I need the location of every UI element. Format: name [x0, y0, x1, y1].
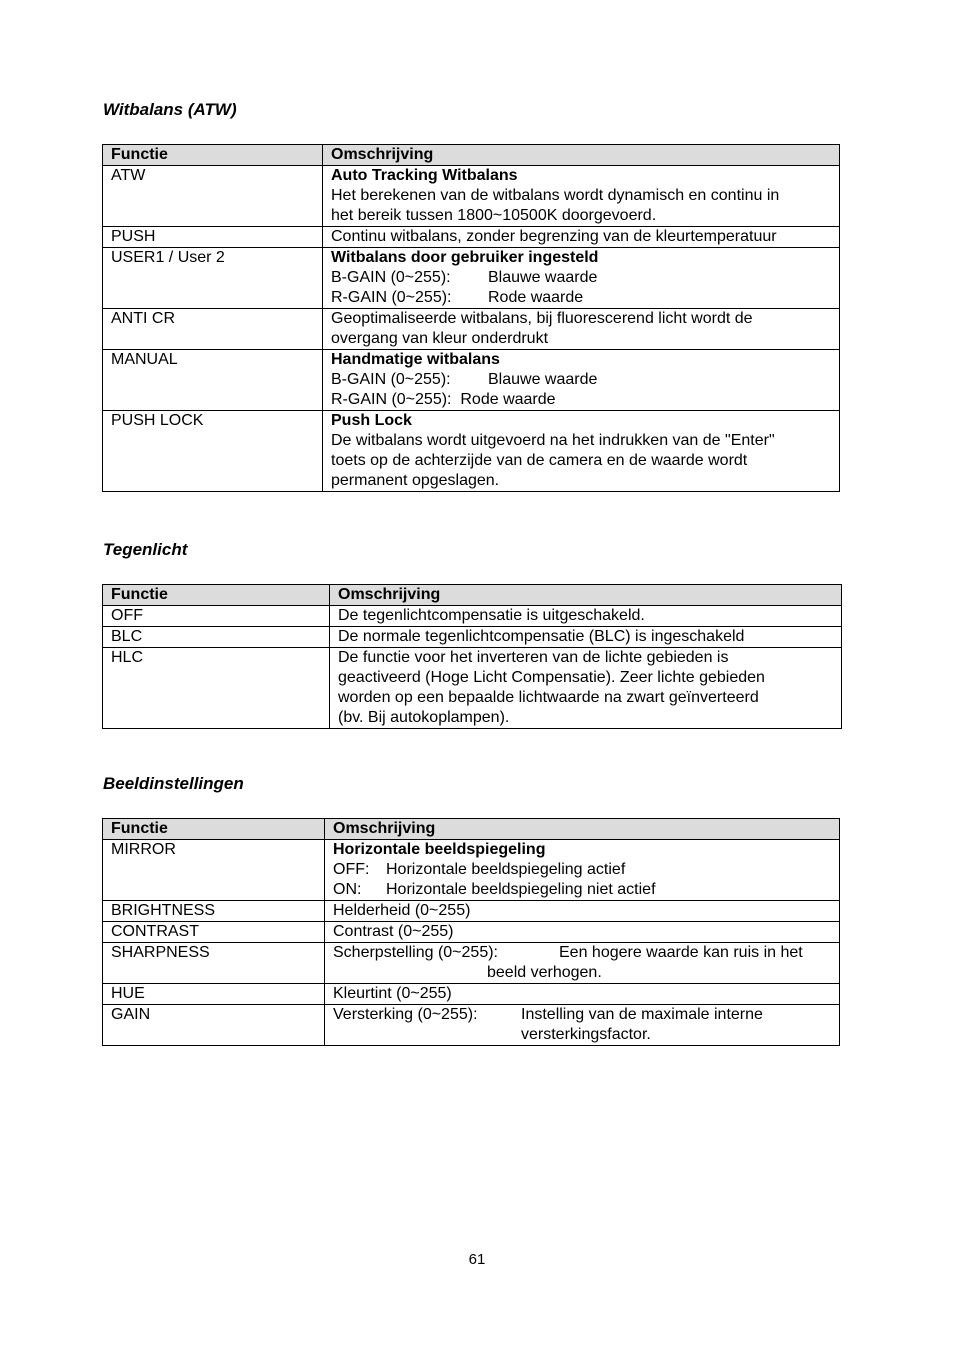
table-row-hlc	[103, 648, 842, 729]
table-row-brightness	[103, 901, 840, 922]
mirror-off-label: OFF:	[333, 861, 370, 878]
omschrijving-cell	[330, 606, 842, 627]
functie-cell: PUSH LOCK	[103, 411, 323, 492]
functie-cell: OFF	[103, 606, 330, 627]
section-title-witbalans: Witbalans (ATW)	[103, 100, 237, 119]
description-line: De functie voor het inverteren van de lichte gebieden is	[338, 649, 729, 666]
witbalans-table	[102, 144, 840, 492]
table-row-off	[103, 606, 842, 627]
table-row-anticr	[103, 309, 840, 350]
sharpness-value: Een hogere waarde kan ruis in het beeld verhogen.	[487, 944, 803, 981]
omschrijving-cell	[325, 901, 840, 922]
description-line: Contrast (0~255)	[333, 923, 454, 940]
description-line: worden op een bepaalde lichtwaarde na zwart geïnverteerd	[338, 689, 759, 706]
header-functie: Functie	[103, 145, 323, 166]
omschrijving-cell	[330, 627, 842, 648]
table-row-blc	[103, 627, 842, 648]
description-line: geactiveerd (Hoge Licht Compensatie). Zeer lichte gebieden	[338, 669, 765, 686]
mirror-on-line	[333, 880, 831, 900]
description-line: Continu witbalans, zonder begrenzing van de kleurtemperatuur	[331, 228, 777, 245]
table-row-hue	[103, 984, 840, 1005]
section-title-tegenlicht: Tegenlicht	[103, 540, 188, 559]
omschrijving-cell	[323, 248, 840, 309]
omschrijving-cell	[325, 1005, 840, 1046]
row-heading: Witbalans door gebruiker ingesteld	[331, 249, 599, 266]
omschrijving-cell	[325, 984, 840, 1005]
table-row-gain	[103, 1005, 840, 1046]
description-line: toets op de achterzijde van de camera en de waarde wordt	[331, 452, 748, 469]
omschrijving-cell	[330, 648, 842, 729]
description-line: Het berekenen van de witbalans wordt dynamisch en continu in	[331, 187, 780, 204]
functie-cell: USER1 / User 2	[103, 248, 323, 309]
page-number: 61	[468, 1251, 486, 1268]
functie-cell: ANTI CR	[103, 309, 323, 350]
row-heading: Handmatige witbalans	[331, 351, 500, 368]
omschrijving-cell	[325, 922, 840, 943]
description-line: Kleurtint (0~255)	[333, 985, 452, 1002]
description-line: De witbalans wordt uitgevoerd na het indrukken van de "Enter"	[331, 432, 775, 449]
description-line: (bv. Bij autokoplampen).	[338, 709, 510, 726]
mirror-on-label: ON:	[333, 881, 362, 898]
table-header-row	[103, 145, 840, 166]
gain-value: Instelling van de maximale interne versterkingsfactor.	[521, 1006, 763, 1043]
header-functie: Functie	[103, 585, 330, 606]
description-line: permanent opgeslagen.	[331, 472, 500, 489]
omschrijving-cell	[325, 840, 840, 901]
table-row-mirror	[103, 840, 840, 901]
header-omschrijving: Omschrijving	[323, 145, 840, 166]
table-row-sharpness	[103, 943, 840, 984]
rgain-label: R-GAIN (0~255):	[331, 289, 452, 306]
bgain-line	[331, 268, 831, 288]
omschrijving-cell	[323, 227, 840, 248]
omschrijving-cell	[323, 350, 840, 411]
functie-cell: ATW	[103, 166, 323, 227]
row-heading: Auto Tracking Witbalans	[331, 167, 518, 184]
mirror-off-value: Horizontale beeldspiegeling actief	[386, 861, 626, 878]
functie-cell: MIRROR	[103, 840, 325, 901]
gain-label: Versterking (0~255):	[333, 1006, 478, 1023]
omschrijving-cell	[325, 943, 840, 984]
bgain-line	[331, 370, 831, 390]
functie-cell: HLC	[103, 648, 330, 729]
table-header-row	[103, 585, 842, 606]
mirror-on-value: Horizontale beeldspiegeling niet actief	[386, 881, 656, 898]
table-row-user	[103, 248, 840, 309]
omschrijving-cell	[323, 309, 840, 350]
beeldinstellingen-table	[102, 818, 840, 1046]
table-row-push	[103, 227, 840, 248]
mirror-off-line	[333, 860, 831, 880]
functie-cell: PUSH	[103, 227, 323, 248]
table-row-atw	[103, 166, 840, 227]
rgain-line	[331, 288, 831, 308]
description-line: De normale tegenlichtcompensatie (BLC) is ingeschakeld	[338, 628, 745, 645]
tegenlicht-table	[102, 584, 842, 729]
table-row-pushlock	[103, 411, 840, 492]
gain-line	[333, 1005, 831, 1045]
table-header-row	[103, 819, 840, 840]
rgain-value: Rode waarde	[488, 289, 584, 306]
description-line: overgang van kleur onderdrukt	[331, 330, 549, 347]
functie-cell: HUE	[103, 984, 325, 1005]
row-heading: Horizontale beeldspiegeling	[333, 841, 546, 858]
row-heading: Push Lock	[331, 412, 412, 429]
header-omschrijving: Omschrijving	[330, 585, 842, 606]
omschrijving-cell	[323, 411, 840, 492]
table-row-manual	[103, 350, 840, 411]
functie-cell: CONTRAST	[103, 922, 325, 943]
functie-cell: MANUAL	[103, 350, 323, 411]
description-line: De tegenlichtcompensatie is uitgeschakeld.	[338, 607, 645, 624]
bgain-label: B-GAIN (0~255):	[331, 371, 451, 388]
sharpness-line	[333, 943, 831, 983]
section-title-beeldinstellingen: Beeldinstellingen	[103, 774, 244, 793]
description-line: Helderheid (0~255)	[333, 902, 471, 919]
functie-cell: SHARPNESS	[103, 943, 325, 984]
description-line: Geoptimaliseerde witbalans, bij fluorescerend licht wordt de	[331, 310, 753, 327]
functie-cell: GAIN	[103, 1005, 325, 1046]
bgain-value: Blauwe waarde	[488, 371, 598, 388]
sharpness-label: Scherpstelling (0~255):	[333, 944, 498, 961]
description-line: het bereik tussen 1800~10500K doorgevoerd.	[331, 207, 657, 224]
table-row-contrast	[103, 922, 840, 943]
bgain-value: Blauwe waarde	[488, 269, 598, 286]
header-functie: Functie	[103, 819, 325, 840]
rgain-line: R-GAIN (0~255): Rode waarde	[331, 391, 556, 408]
functie-cell: BRIGHTNESS	[103, 901, 325, 922]
header-omschrijving: Omschrijving	[325, 819, 840, 840]
functie-cell: BLC	[103, 627, 330, 648]
omschrijving-cell	[323, 166, 840, 227]
bgain-label: B-GAIN (0~255):	[331, 269, 451, 286]
